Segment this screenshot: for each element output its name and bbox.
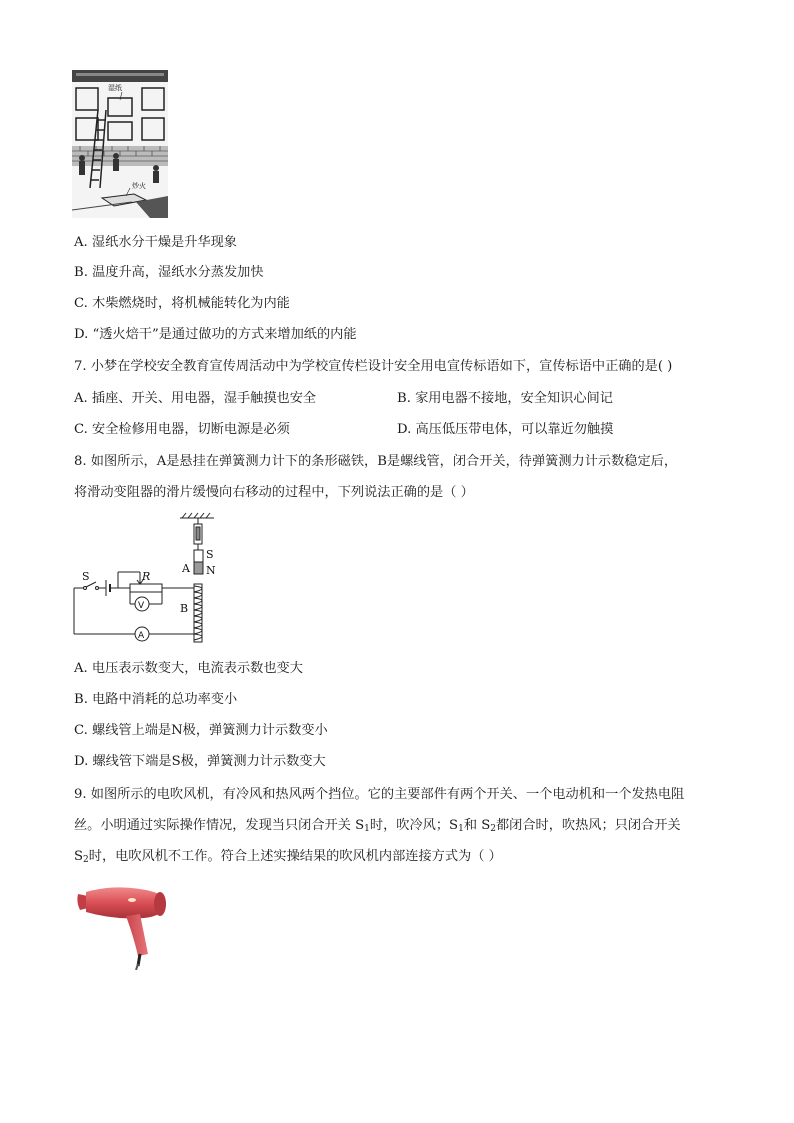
subscript: 1 bbox=[364, 824, 370, 834]
voltmeter-label: V bbox=[138, 601, 145, 611]
hair-dryer-drawing bbox=[74, 880, 168, 970]
q9-stem-text: 时，吹冷风；S bbox=[369, 818, 459, 833]
rheostat-label: R bbox=[142, 570, 151, 583]
q7-option-a: A. 插座、开关、用电器，湿手触摸也安全 bbox=[74, 391, 317, 406]
solenoid-label: B bbox=[180, 602, 189, 615]
q9-stem-line3 bbox=[74, 848, 502, 869]
q6-option-d: D. “透火焙干”是通过做功的方式来增加纸的内能 bbox=[74, 327, 357, 342]
q8-option-c: C. 螺线管上端是N极，弹簧测力计示数变小 bbox=[74, 723, 328, 738]
circuit-drawing bbox=[68, 512, 220, 646]
subscript: 2 bbox=[490, 824, 496, 834]
subscript: 2 bbox=[83, 855, 89, 865]
q9-stem-text: 时，电吹风机不工作。符合上述实操结果的吹风机内部连接方式为（ ） bbox=[88, 849, 502, 864]
paper-drying-illustration bbox=[72, 70, 168, 218]
magnet-label: A bbox=[182, 562, 190, 575]
paper-drying-drawing bbox=[72, 70, 168, 218]
q8-option-d: D. 螺线管下端是S极，弹簧测力计示数变大 bbox=[74, 754, 326, 769]
q8-stem-line1: 8. 如图所示，A是悬挂在弹簧测力计下的条形磁铁，B是螺线管，闭合开关，待弹簧测力计示数稳定后， bbox=[74, 454, 678, 469]
wet-paper-label: 湿纸 bbox=[108, 84, 122, 92]
fire-label: 炒火 bbox=[132, 182, 146, 190]
q8-stem-line2: 将滑动变阻器的滑片缓慢向右移动的过程中，下列说法正确的是（ ） bbox=[74, 485, 474, 500]
hair-dryer-image bbox=[74, 880, 168, 970]
q9-stem-text: 都闭合时，吹热风；只闭合开关 bbox=[495, 818, 681, 833]
q9-stem-text: 和 S bbox=[463, 818, 491, 833]
q9-stem-line2 bbox=[74, 817, 681, 838]
q7-option-b: B. 家用电器不接地，安全知识心间记 bbox=[397, 391, 613, 406]
magnet-bottom-pole-label: N bbox=[206, 564, 216, 577]
q9-stem-line1: 9. 如图所示的电吹风机，有冷风和热风两个挡位。它的主要部件有两个开关、一个电动机和一个发热电阻 bbox=[74, 787, 685, 802]
subscript: 1 bbox=[458, 824, 464, 834]
switch-label: S bbox=[82, 570, 90, 583]
ammeter-label: A bbox=[138, 631, 145, 641]
q6-option-b: B. 温度升高，湿纸水分蒸发加快 bbox=[74, 265, 264, 280]
q6-option-c: C. 木柴燃烧时，将机械能转化为内能 bbox=[74, 296, 290, 311]
q6-option-a: A. 湿纸水分干燥是升华现象 bbox=[74, 235, 237, 250]
q8-circuit-diagram bbox=[68, 512, 220, 646]
q8-option-b: B. 电路中消耗的总功率变小 bbox=[74, 692, 238, 707]
q9-stem-text: S bbox=[74, 849, 84, 864]
q7-stem: 7. 小梦在学校安全教育宣传周活动中为学校宣传栏设计安全用电宣传标语如下，宣传标语中正确的是( ) bbox=[74, 359, 673, 374]
magnet-top-pole-label: S bbox=[206, 548, 214, 561]
q7-option-c: C. 安全检修用电器，切断电源是必须 bbox=[74, 422, 290, 437]
q7-option-d: D. 高压低压带电体，可以靠近勿触摸 bbox=[397, 422, 614, 437]
q9-stem-text: 丝。小明通过实际操作情况，发现当只闭合开关 S bbox=[74, 818, 365, 833]
q8-option-a: A. 电压表示数变大，电流表示数也变大 bbox=[74, 661, 303, 676]
